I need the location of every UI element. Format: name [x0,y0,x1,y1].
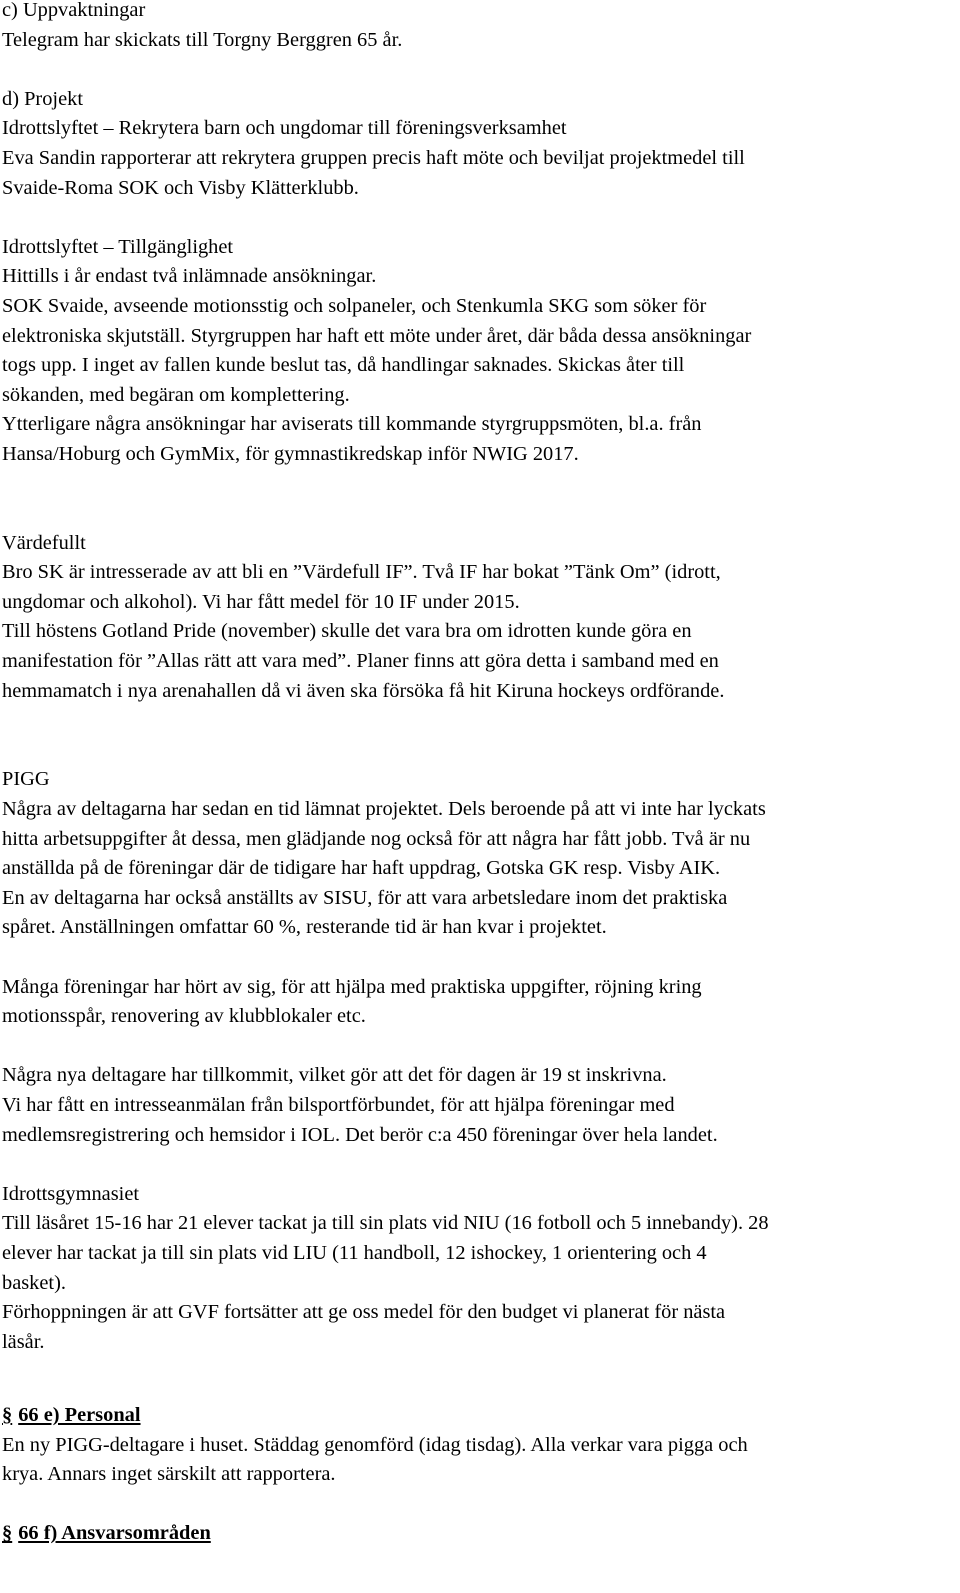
section-mark: § [2,1522,13,1545]
section-personal [2,1401,952,1490]
text-line: Svaide-Roma SOK och Visby Klätterklubb. [2,176,359,199]
text-line: Till höstens Gotland Pride (november) skulle det vara bra om idrotten kunde göra en [2,620,692,643]
subsection-tillganglighet [2,233,952,470]
text-line: Förhoppningen är att GVF fortsätter att ge oss medel för den budget vi planerat för nästa [2,1301,726,1324]
text-line: Några nya deltagare har tillkommit, vilket gör att det för dagen är 19 st inskrivna. [2,1064,667,1087]
spacer [2,470,952,500]
text-line: Många föreningar har hört av sig, för att hjälpa med praktiska uppgifter, röjning kring [2,975,702,998]
text-line: manifestation för ”Allas rätt att vara med”. Planer finns att göra detta i samband med en [2,650,719,673]
text-line: motionsspår, renovering av klubblokaler etc. [2,1005,366,1028]
spacer [2,1490,952,1520]
subsection-pigg [2,765,952,1150]
subsection-vardefullt [2,529,952,707]
text-line: Telegram har skickats till Torgny Berggren 65 år. [2,28,403,51]
text-line: Hittills i år endast två inlämnade ansökningar. [2,265,377,288]
spacer [2,55,952,85]
text-line: Bro SK är intresserade av att bli en ”Värdefull IF”. Två IF har bokat ”Tänk Om” (idrott, [2,561,721,584]
spacer [2,499,952,529]
section-heading-text: 66 f) Ansvarsområden [18,1522,211,1545]
text-line: Till läsåret 15-16 har 21 elever tackat ja till sin plats vid NIU (16 fotboll och 5 innebandy). 28 [2,1212,769,1235]
document-page [2,0,952,1549]
text-line: Vi har fått en intresseanmälan från bilsportförbundet, för att hjälpa föreningar med [2,1093,675,1116]
section-heading-ansvarsomraden [2,1519,952,1549]
section-heading-personal [2,1401,952,1431]
spacer [2,1032,952,1062]
text-line: SOK Svaide, avseende motionsstig och solpaneler, och Stenkumla SKG som söker för [2,294,707,317]
text-line: anställda på de föreningar där de tidigare har haft uppdrag, Gotska GK resp. Visby AIK. [2,857,721,880]
spacer [2,203,952,233]
text-line: krya. Annars inget särskilt att rapportera. [2,1463,336,1486]
section-mark: § [2,1403,13,1426]
text-line: hitta arbetsuppgifter åt dessa, men glädjande nog också för att några har fått jobb. Två är nu [2,827,751,850]
text-line: sökanden, med begäran om komplettering. [2,383,350,406]
text-line: ungdomar och alkohol). Vi har fått medel för 10 IF under 2015. [2,590,520,613]
text-line: elektroniska skjutställ. Styrgruppen har haft ett möte under året, där båda dessa ansökningar [2,324,752,347]
text-line: elever har tackat ja till sin plats vid LIU (11 handboll, 12 ishockey, 1 orientering och 4 [2,1241,707,1264]
text-line: En av deltagarna har också anställts av SISU, för att vara arbetsledare inom det praktiska [2,886,728,909]
spacer [2,1357,952,1387]
section-heading-text: 66 e) Personal [18,1403,141,1426]
spacer [2,1150,952,1180]
subsection-title: Idrottslyftet – Tillgänglighet [2,235,234,258]
text-line: spåret. Anställningen omfattar 60 %, resterande tid är han kvar i projektet. [2,916,607,939]
text-line: Några av deltagarna har sedan en tid lämnat projektet. Dels beroende på att vi inte har lyckats [2,798,766,821]
text-line: Ytterligare några ansökningar har aviserats till kommande styrgruppsmöten, bl.a. från [2,413,702,436]
subsection-title: Värdefullt [2,531,86,554]
text-line: togs upp. I inget av fallen kunde beslut tas, då handlingar saknades. Skickas åter till [2,354,685,377]
section-heading: c) Uppvaktningar [2,0,146,21]
subsection-idrottsgymnasiet [2,1180,952,1358]
subsection-rekrytera [2,114,952,203]
text-line: Eva Sandin rapporterar att rekrytera gruppen precis haft möte och beviljat projektmedel till [2,146,745,169]
subsection-title: Idrottslyftet – Rekrytera barn och ungdomar till föreningsverksamhet [2,117,567,140]
subsection-title: Idrottsgymnasiet [2,1182,140,1205]
subsection-title: PIGG [2,768,50,791]
text-line: En ny PIGG-deltagare i huset. Städdag genomförd (idag tisdag). Alla verkar vara pigga och [2,1433,748,1456]
spacer [2,706,952,736]
spacer [2,1387,952,1401]
text-line: medlemsregistrering och hemsidor i IOL. Det berör c:a 450 föreningar över hela landet. [2,1123,718,1146]
section-ansvarsomraden [2,1519,952,1549]
text-line: läsår. [2,1330,45,1353]
section-projekt [2,85,952,1358]
text-line: basket). [2,1271,66,1294]
section-uppvaktningar [2,0,952,55]
text-line: Hansa/Hoburg och GymMix, för gymnastikredskap inför NWIG 2017. [2,442,579,465]
spacer [2,943,952,973]
section-heading: d) Projekt [2,87,83,110]
text-line: hemmamatch i nya arenahallen då vi även ska försöka få hit Kiruna hockeys ordförande. [2,679,725,702]
spacer [2,736,952,766]
